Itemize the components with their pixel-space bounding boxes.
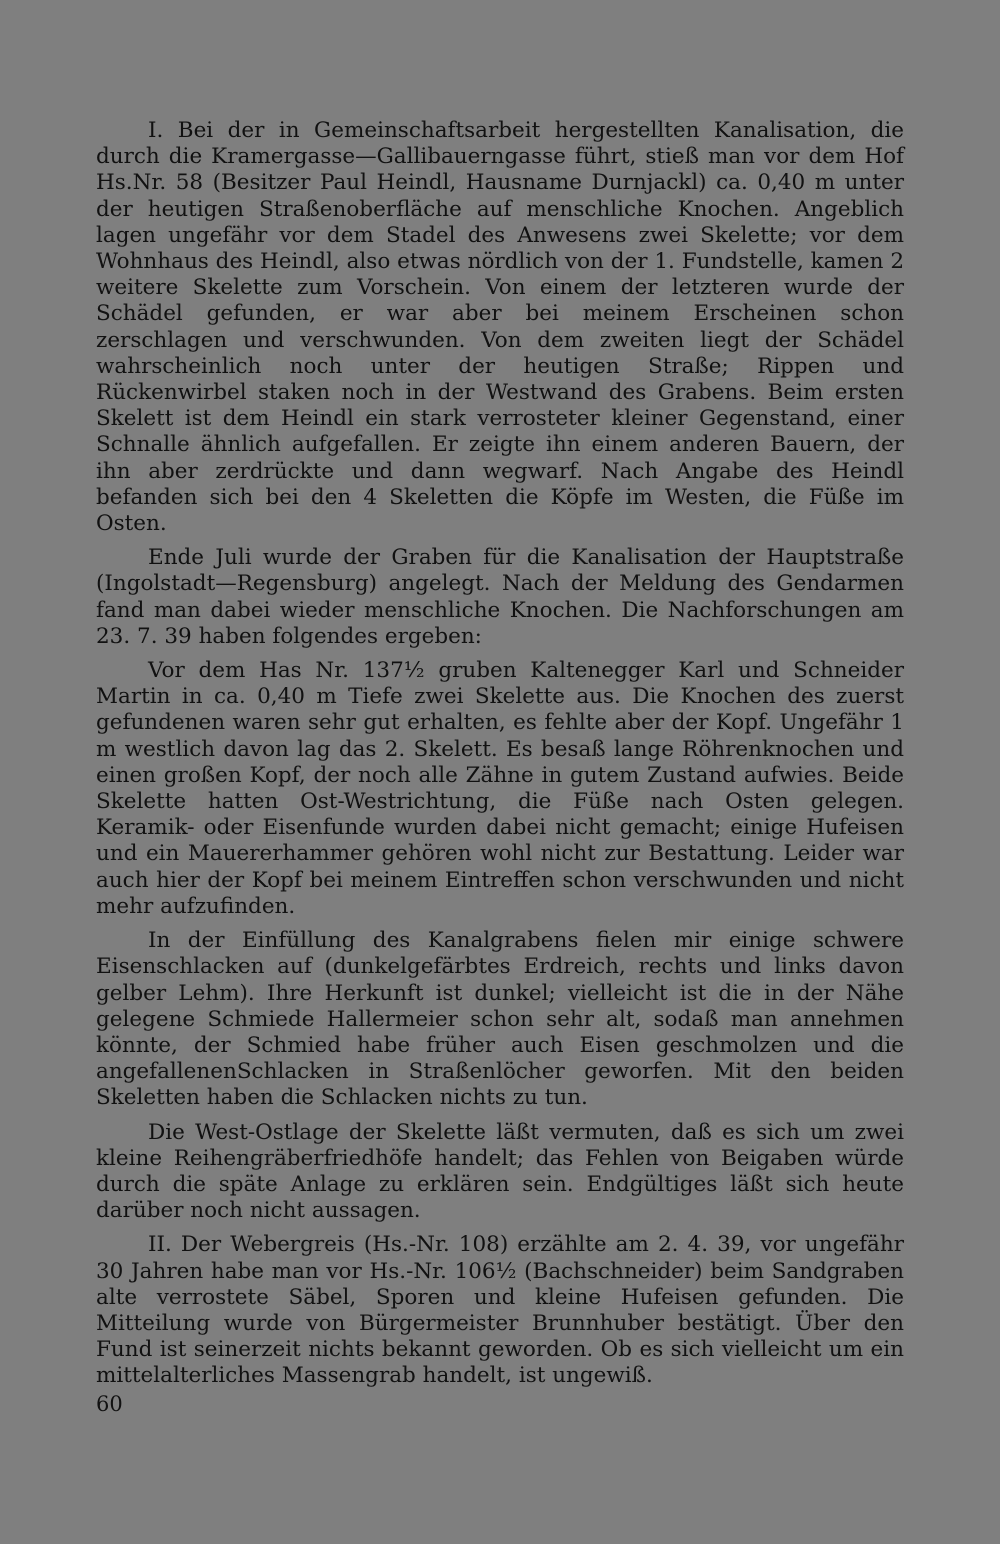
paragraph-1: I. Bei der in Gemeinschaftsarbeit hergestellten Kanalisation, die durch die Kramergasse—Gallibauerngasse führt, stieß man vor dem Hof Hs.Nr. 58 (Besitzer Paul Heindl, Hausname Durnjackl) ca. 0,40 m unter der heutigen Straßenoberfläche auf menschliche Knochen. Angeblich lagen ungefähr vor dem Stadel des Anwesens zwei Skelette; vor dem Wohnhaus des Heindl, also etwas nördlich von der 1. Fundstelle, kamen 2 weitere Skelette zum Vorschein. Von einem der letzteren wurde der Schädel gefunden, er war aber bei meinem Erscheinen schon zerschlagen und verschwunden. Von dem zweiten liegt der Schädel wahrscheinlich noch unter der heutigen Straße; Rippen und Rückenwirbel staken noch in der Westwand des Grabens. Beim ersten Skelett ist dem Heindl ein stark verrosteter kleiner Gegenstand, einer Schnalle ähnlich aufgefallen. Er zeigte ihn einem anderen Bauern, der ihn aber zerdrückte und dann wegwarf. Nach Angabe des Heindl befanden sich bei den 4 Skeletten die Köpfe im Westen, die Füße im Osten. (96, 118, 904, 537)
paragraph-6: II. Der Webergreis (Hs.-Nr. 108) erzählte am 2. 4. 39, vor ungefähr 30 Jahren habe man vor Hs.-Nr. 106½ (Bachschneider) beim Sandgraben alte verrostete Säbel, Sporen und kleine Hufeisen gefunden. Die Mitteilung wurde von Bürgermeister Brunnhuber bestätigt. Über den Fund ist seinerzeit nichts bekannt geworden. Ob es sich vielleicht um ein mittelalterliches Massengrab handelt, ist ungewiß. (96, 1232, 904, 1389)
page-number: 60 (96, 1392, 123, 1416)
paragraph-2: Ende Juli wurde der Graben für die Kanalisation der Hauptstraße (Ingolstadt—Regensburg) angelegt. Nach der Meldung des Gendarmen fand man dabei wieder menschliche Knochen. Die Nachforschungen am 23. 7. 39 haben folgendes ergeben: (96, 545, 904, 649)
page-text-block (96, 118, 904, 1390)
paragraph-3: Vor dem Has Nr. 137½ gruben Kaltenegger Karl und Schneider Martin in ca. 0,40 m Tiefe zwei Skelette aus. Die Knochen des zuerst gefundenen waren sehr gut erhalten, es fehlte aber der Kopf. Ungefähr 1 m westlich davon lag das 2. Skelett. Es besaß lange Röhrenknochen und einen großen Kopf, der noch alle Zähne in gutem Zustand aufwies. Beide Skelette hatten Ost-Westrichtung, die Füße nach Osten gelegen. Keramik- oder Eisenfunde wurden dabei nicht gemacht; einige Hufeisen und ein Mauererhammer gehören wohl nicht zur Bestattung. Leider war auch hier der Kopf bei meinem Eintreffen schon verschwunden und nicht mehr aufzufinden. (96, 658, 904, 919)
paragraph-4: In der Einfüllung des Kanalgrabens fielen mir einige schwere Eisenschlacken auf (dunkelgefärbtes Erdreich, rechts und links davon gelber Lehm). Ihre Herkunft ist dunkel; vielleicht ist die in der Nähe gelegene Schmiede Hallermeier schon sehr alt, sodaß man annehmen könnte, der Schmied habe früher auch Eisen geschmolzen und die angefallenenSchlacken in Straßenlöcher geworfen. Mit den beiden Skeletten haben die Schlacken nichts zu tun. (96, 928, 904, 1111)
paragraph-5: Die West-Ostlage der Skelette läßt vermuten, daß es sich um zwei kleine Reihengräberfriedhöfe handelt; das Fehlen von Beigaben würde durch die späte Anlage zu erklären sein. Endgültiges läßt sich heute darüber noch nicht aussagen. (96, 1119, 904, 1224)
